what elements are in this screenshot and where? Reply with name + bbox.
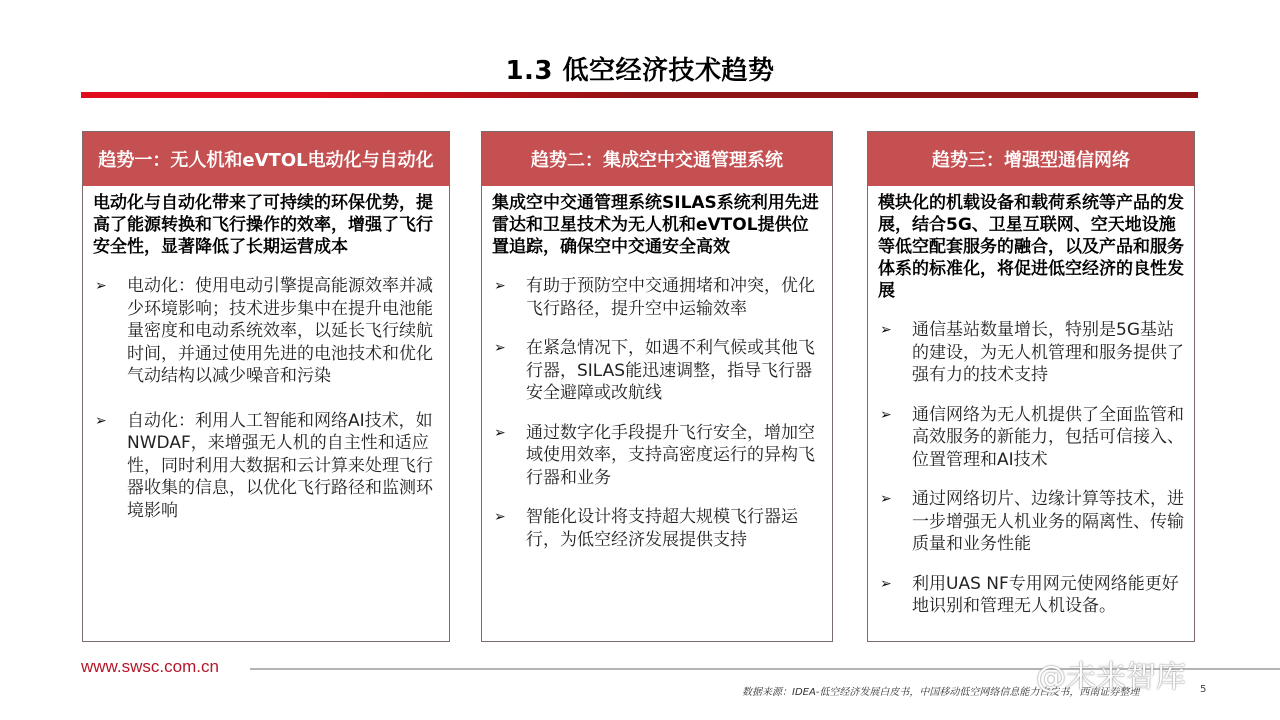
arrow-bullet-icon: ➢ xyxy=(494,278,506,294)
arrow-bullet-icon: ➢ xyxy=(494,340,506,356)
bullet-list xyxy=(482,275,832,551)
bullet-text: 自动化：利用人工智能和网络AI技术，如NWDAF，来增强无人机的自主性和适应性，同时利用大数据和云计算来处理飞行器收集的信息，以优化飞行路径和监测环境影响 xyxy=(127,410,433,521)
list-item xyxy=(490,506,824,551)
list-item xyxy=(876,404,1186,472)
list-item xyxy=(490,337,824,405)
trend-card-3 xyxy=(867,131,1195,642)
trend-card-summary: 集成空中交通管理系统SILAS系统利用先进雷达和卫星技术为无人机和eVTOL提供位置追踪，确保空中交通安全高效 xyxy=(492,193,819,257)
list-item xyxy=(876,573,1186,618)
trend-card-header: 趋势一：无人机和eVTOL电动化与自动化 xyxy=(83,132,449,186)
bullet-list xyxy=(868,319,1194,618)
data-source-note: 数据来源：IDEA-低空经济发展白皮书，中国移动低空网络信息能力白皮书，西南证券整理 xyxy=(742,687,1140,698)
list-item xyxy=(876,488,1186,556)
bullet-text: 通信网络为无人机提供了全面监管和高效服务的新能力，包括可信接入、位置管理和AI技术 xyxy=(912,404,1184,470)
arrow-bullet-icon: ➢ xyxy=(494,509,506,525)
bullet-text: 利用UAS NF专用网元使网络能更好地识别和管理无人机设备。 xyxy=(912,573,1179,616)
arrow-bullet-icon: ➢ xyxy=(880,575,892,592)
bullet-text: 通信基站数量增长，特别是5G基站的建设，为无人机管理和服务提供了强有力的技术支持 xyxy=(912,320,1184,385)
bullet-text: 通过数字化手段提升飞行安全，增加空域使用效率，支持高密度运行的异构飞行器和业务 xyxy=(526,422,815,488)
list-item xyxy=(91,275,441,388)
trend-card-summary: 模块化的机载设备和载荷系统等产品的发展，结合5G、卫星互联网、空天地设施等低空配套服务的融合，以及产品和服务体系的标准化，将促进低空经济的良性发展 xyxy=(878,193,1184,301)
arrow-bullet-icon: ➢ xyxy=(880,406,892,423)
watermark-text: @未来智库 xyxy=(1036,660,1186,695)
trend-card-1 xyxy=(82,131,450,642)
trend-card-2 xyxy=(481,131,833,642)
trend-card-header: 趋势三：增强型通信网络 xyxy=(868,132,1194,186)
title-divider xyxy=(81,92,1198,98)
list-item xyxy=(490,275,824,320)
page-title: 1.3 低空经济技术趋势 xyxy=(505,56,775,86)
list-item xyxy=(91,410,441,523)
arrow-bullet-icon: ➢ xyxy=(95,412,107,429)
page-number: 5 xyxy=(1200,684,1207,695)
bullet-list xyxy=(83,275,449,522)
arrow-bullet-icon: ➢ xyxy=(494,424,506,441)
trend-card-header: 趋势二：集成空中交通管理系统 xyxy=(482,132,832,186)
arrow-bullet-icon: ➢ xyxy=(880,491,892,507)
bullet-text: 智能化设计将支持超大规模飞行器运行，为低空经济发展提供支持 xyxy=(526,507,798,550)
bullet-text: 通过网络切片、边缘计算等技术，进一步增强无人机业务的隔离性、传输质量和业务性能 xyxy=(912,489,1184,554)
arrow-bullet-icon: ➢ xyxy=(880,322,892,338)
bullet-text: 电动化：使用电动引擎提高能源效率并减少环境影响；技术进步集中在提升电池能量密度和电动系统效率，以延长飞行续航时间，并通过使用先进的电池技术和优化气动结构以减少噪音和污染 xyxy=(127,276,433,386)
arrow-bullet-icon: ➢ xyxy=(95,278,107,294)
trend-card-summary: 电动化与自动化带来了可持续的环保优势，提高了能源转换和飞行操作的效率，增强了飞行安全性，显著降低了长期运营成本 xyxy=(93,193,433,257)
list-item xyxy=(490,422,824,490)
list-item xyxy=(876,319,1186,387)
bullet-text: 在紧急情况下，如遇不利气候或其他飞行器，SILAS能迅速调整，指导飞行器安全避障或改航线 xyxy=(526,338,815,403)
bullet-text: 有助于预防空中交通拥堵和冲突，优化飞行路径，提升空中运输效率 xyxy=(526,276,815,319)
footer-website-link[interactable]: www.swsc.com.cn xyxy=(81,657,219,676)
